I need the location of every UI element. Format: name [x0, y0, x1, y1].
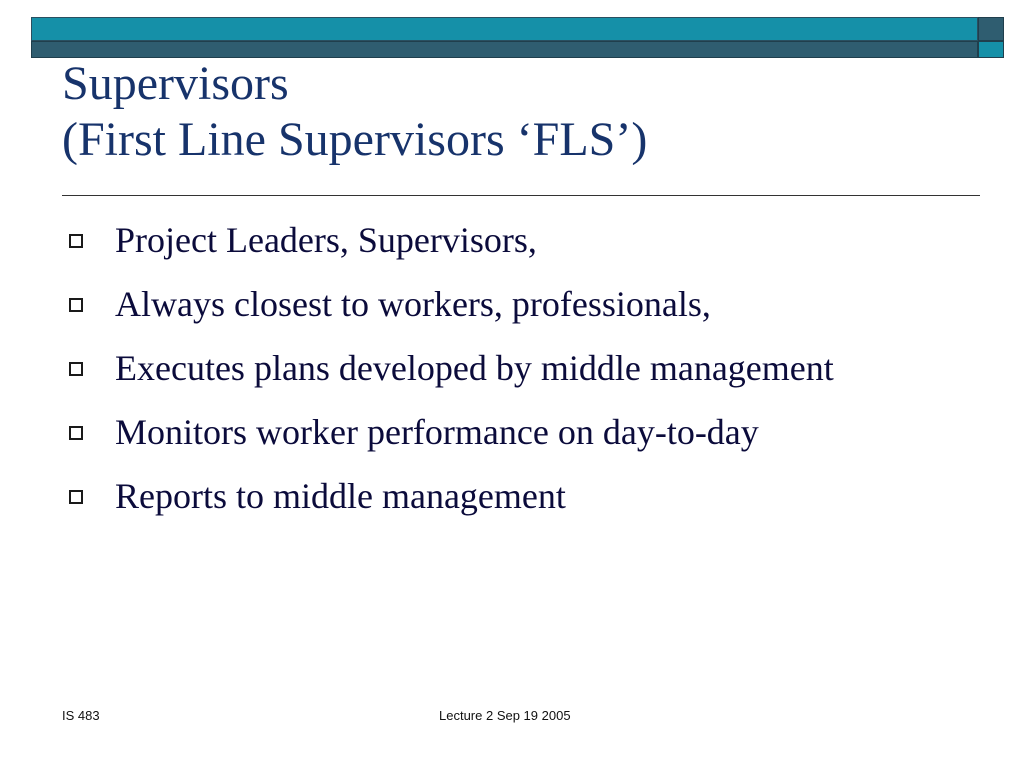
bullet-item: [62, 470, 962, 523]
slide-title-line-2: (First Line Supervisors ‘FLS’): [62, 113, 648, 166]
title-divider: [62, 195, 980, 196]
slide-title: [62, 56, 647, 168]
bullet-text: Project Leaders, Supervisors,: [115, 220, 537, 260]
hollow-square-bullet-icon: [69, 490, 83, 504]
bullet-item: [62, 406, 962, 459]
bullet-item: [62, 278, 962, 331]
header-corner-block-bottom: [978, 41, 1004, 58]
header-corner-block-top: [978, 17, 1004, 41]
bullet-item: [62, 214, 962, 267]
footer-lecture-date: Lecture 2 Sep 19 2005: [439, 708, 571, 723]
bullet-text: Monitors worker performance on day-to-day: [115, 412, 759, 452]
bullet-text: Always closest to workers, professionals,: [115, 284, 711, 324]
hollow-square-bullet-icon: [69, 426, 83, 440]
hollow-square-bullet-icon: [69, 298, 83, 312]
bullet-list: [62, 214, 962, 534]
bullet-item: [62, 342, 962, 395]
hollow-square-bullet-icon: [69, 234, 83, 248]
bullet-text: Reports to middle management: [115, 476, 566, 516]
slide-title-line-1: Supervisors: [62, 57, 289, 110]
bullet-text: Executes plans developed by middle management: [115, 348, 834, 388]
header-decor-bar-top: [31, 17, 978, 41]
hollow-square-bullet-icon: [69, 362, 83, 376]
footer-course: IS 483: [62, 708, 100, 723]
